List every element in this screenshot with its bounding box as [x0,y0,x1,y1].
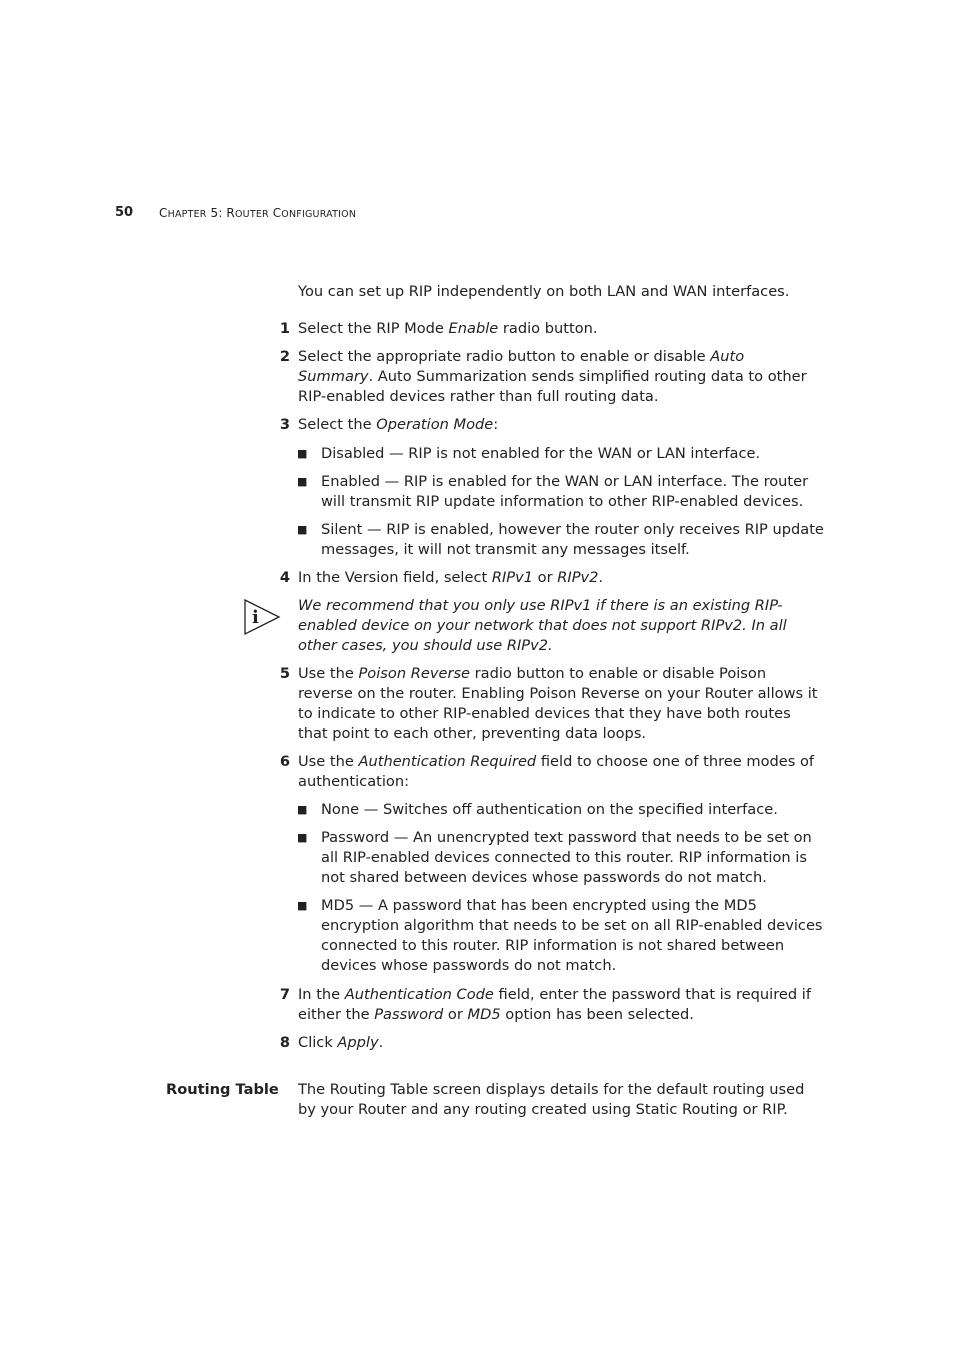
step-number: 1 [279,320,290,337]
page-number: 50 [115,205,134,220]
section-heading: Routing Table [166,1081,279,1098]
chapter-title: CHAPTER 5: ROUTER CONFIGURATION [159,206,357,220]
page-header [0,205,954,225]
step-text: Click Apply. [298,1034,384,1051]
step-text: In the Authentication Code field, enter the password that is required if either the Password or MD5 option has been selected. [298,986,811,1023]
step-text: Select the Operation Mode: [298,416,499,433]
bullet-icon: ■ [297,899,308,912]
step-text: Use the Authentication Required field to choose one of three modes of authentication: [298,753,815,790]
intro-paragraph: You can set up RIP independently on both LAN and WAN interfaces. [298,283,790,300]
step-number: 3 [279,416,290,433]
bullet-icon: ■ [297,475,308,488]
step-number: 8 [279,1034,290,1051]
bullet-icon: ■ [297,831,308,844]
step-text: Select the appropriate radio button to enable or disable Auto Summary. Auto Summarization sends simplified routing data to other RIP-enabled devices rather than full routing data. [298,348,807,405]
info-icon [243,598,281,638]
bullet-icon: ■ [297,447,308,460]
note-text: We recommend that you only use RIPv1 if there is an existing RIP-enabled device on your network that does not support RIPv2. In all other cases, you should use RIPv2. [298,597,787,654]
svg-text:i: i [252,607,259,628]
step-number: 5 [279,665,290,682]
list-item: Disabled — RIP is not enabled for the WAN or LAN interface. [321,445,761,462]
bullet-icon: ■ [297,523,308,536]
bullet-icon: ■ [297,803,308,816]
list-item: Silent — RIP is enabled, however the router only receives RIP update messages, it will not transmit any messages itself. [321,521,824,558]
step-number: 4 [279,569,290,586]
step-number: 6 [279,753,290,770]
step-number: 7 [279,986,290,1003]
step-text: Select the RIP Mode Enable radio button. [298,320,598,337]
list-item: MD5 — A password that has been encrypted using the MD5 encryption algorithm that needs to be set on all RIP-enabled devices connected to this router. RIP information is not shared between devices whose passwords do not match. [321,897,823,974]
list-item: Enabled — RIP is enabled for the WAN or LAN interface. The router will transmit RIP update information to other RIP-enabled devices. [321,473,809,510]
section-paragraph: The Routing Table screen displays details for the default routing used by your Router and any routing created using Static Routing or RIP. [298,1081,805,1118]
list-item: None — Switches off authentication on the specified interface. [321,801,778,818]
step-number: 2 [279,348,290,365]
list-item: Password — An unencrypted text password that needs to be set on all RIP-enabled devices connected to this router. RIP information is not shared between devices whose passwords do not match. [321,829,812,886]
step-text: In the Version field, select RIPv1 or RIPv2. [298,569,604,586]
step-text: Use the Poison Reverse radio button to enable or disable Poison reverse on the router. Enabling Poison Reverse on your Router allows it to indicate to other RIP-enabled devices that they have both routes that point to each other, preventing data loops. [298,665,818,742]
